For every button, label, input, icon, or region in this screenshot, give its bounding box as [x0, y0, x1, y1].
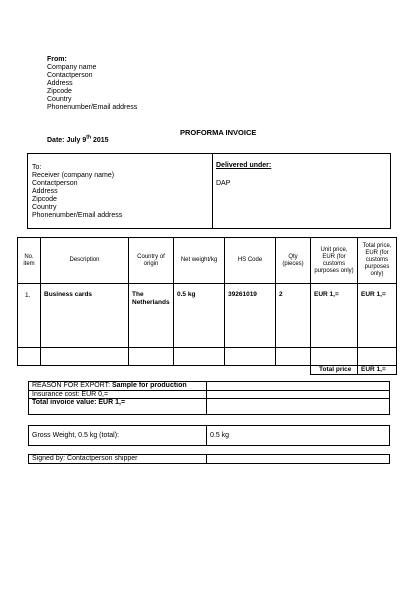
sender-country: Country [47, 96, 72, 103]
item-number: 1. [25, 292, 31, 299]
header-unit-price: Unit price, EUR (for customs purposes only) [314, 246, 354, 274]
table-vline [275, 237, 276, 365]
item-net-weight: 0.5 kg [177, 291, 196, 298]
header-quantity: Qty (pieces) [282, 253, 304, 267]
insurance-cost: Insurance cost: EUR 0,= [32, 391, 109, 398]
gross-weight-label: Gross Weight, 0.5 kg (total): [32, 432, 120, 439]
weight-divider [206, 425, 207, 446]
document-title: PROFORMA INVOICE [180, 128, 257, 137]
item-total-price: EUR 1,= [361, 291, 386, 298]
table-vline [396, 237, 397, 375]
header-hs-code: HS Code [237, 257, 263, 263]
signature-divider [206, 454, 207, 464]
item-quantity: 2 [279, 291, 283, 298]
total-invoice-value: Total invoice value: EUR 1,= [32, 399, 126, 406]
reason-value: Sample for production [112, 382, 187, 389]
sender-phone-email: Phonenumber/Email address [47, 104, 138, 111]
header-total-price: Total price, EUR (for customs purposes only) [362, 243, 392, 277]
table-header-bottom-border [17, 283, 397, 284]
sender-company: Company name [47, 64, 97, 71]
reason-for-export [32, 382, 187, 390]
invoice-date [47, 134, 109, 145]
table-vline [310, 237, 311, 375]
sender-address: Address [47, 80, 73, 87]
header-description: Description [69, 257, 100, 263]
receiver-block [32, 164, 122, 220]
sender-zipcode: Zipcode [47, 88, 72, 95]
sender-block [47, 56, 137, 112]
table-vline [357, 237, 358, 375]
receiver-zipcode: Zipcode [32, 196, 57, 203]
total-price-value: EUR 1,= [361, 366, 386, 373]
sender-contact: Contactperson [47, 72, 93, 79]
item-description: Business cards [44, 291, 93, 298]
reason-label: REASON FOR EXPORT: [32, 382, 112, 389]
date-prefix: Date: July 9 [47, 137, 87, 144]
item-hs-code: 39261019 [228, 291, 257, 298]
sender-label: From: [47, 56, 67, 63]
table-row-bottom-border [17, 347, 397, 348]
delivery-terms: DAP [216, 180, 231, 187]
item-unit-price: EUR 1,= [314, 291, 339, 298]
receiver-address: Address [32, 188, 58, 195]
header-net-weight: Net weight/kg [180, 257, 218, 263]
delivered-under-label: Delivered under: [216, 162, 272, 169]
date-ordinal: th [86, 134, 92, 141]
receiver-contact: Contactperson [32, 180, 78, 187]
receiver-phone-email: Phonenumber/Email address [32, 212, 123, 219]
total-row-bottom-border [310, 374, 397, 375]
header-no-item: No. item [23, 253, 35, 267]
receiver-company: Receiver (company name) [32, 172, 115, 179]
receiver-label: To: [32, 164, 42, 171]
header-country-of-origin: Country of origin [137, 253, 165, 267]
date-suffix: 2015 [91, 137, 109, 144]
item-origin: The Netherlands [132, 291, 170, 306]
export-divider [206, 381, 207, 415]
signed-by: Signed by: Contactperson shipper [32, 455, 138, 462]
receiver-country: Country [32, 204, 57, 211]
gross-weight-value: 0.5 kg [210, 432, 230, 439]
total-price-label: Total price [319, 366, 352, 373]
receiver-divider [212, 153, 213, 229]
